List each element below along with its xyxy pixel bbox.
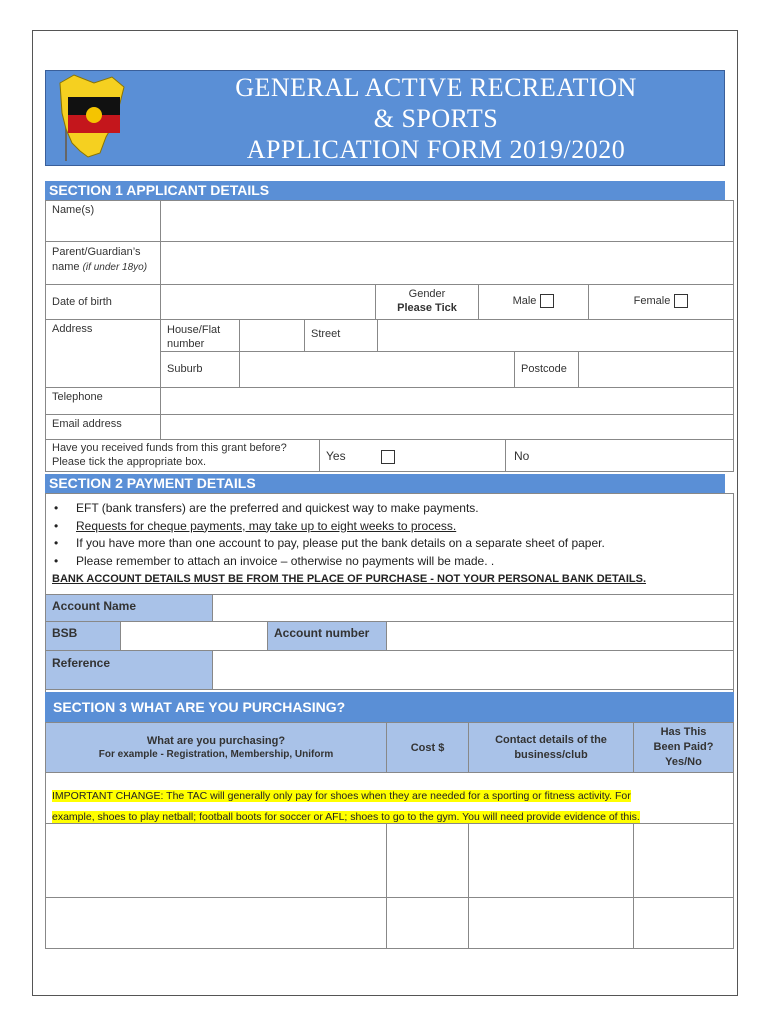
male-label: Male <box>512 294 537 307</box>
postcode-label: Postcode <box>514 351 579 388</box>
yes-option[interactable] <box>319 439 506 472</box>
telephone-field[interactable] <box>160 387 734 415</box>
house-field[interactable] <box>239 319 305 352</box>
reference-field[interactable] <box>212 650 734 690</box>
section-2-header <box>45 474 725 494</box>
form-title-line-1: GENERAL ACTIVE RECREATION <box>235 73 637 102</box>
street-field[interactable] <box>377 319 734 352</box>
col-purchasing-sub: For example - Registration, Membership, Uniform <box>98 749 334 760</box>
purchase-contact-field-1[interactable] <box>468 823 634 898</box>
purchase-item-field-2[interactable] <box>45 897 387 949</box>
telephone-label: Telephone <box>45 387 161 415</box>
important-change-notice <box>45 772 734 824</box>
purchase-cost-field-2[interactable] <box>386 897 469 949</box>
bullet-eft: • EFT (bank transfers) are the preferred and quickest way to make payments. <box>50 500 605 518</box>
guardian-label-cell <box>45 241 161 285</box>
col-purchasing-title: What are you purchasing? <box>146 735 286 747</box>
account-name-field[interactable] <box>212 594 734 622</box>
dob-field[interactable] <box>160 284 376 320</box>
yes-label: Yes <box>326 449 346 463</box>
street-label: Street <box>304 319 378 352</box>
payment-bullets <box>50 500 605 570</box>
section-2-title: SECTION 2 PAYMENT DETAILS <box>49 475 256 491</box>
female-option[interactable] <box>588 284 734 320</box>
bsb-field[interactable] <box>120 621 268 651</box>
account-number-field[interactable] <box>386 621 734 651</box>
account-name-label: Account Name <box>45 594 213 622</box>
section-1-header <box>45 181 725 201</box>
form-title-line-2: & SPORTS <box>373 104 499 133</box>
funds-note: Please tick the appropriate box. <box>52 456 207 468</box>
suburb-label: Suburb <box>160 351 240 388</box>
gender-note: Please Tick <box>397 302 457 314</box>
col-contact-header: Contact details of the business/club <box>468 722 634 773</box>
form-header <box>45 70 725 166</box>
female-checkbox[interactable] <box>674 294 688 308</box>
address-label: Address <box>45 319 161 388</box>
purchase-item-field-1[interactable] <box>45 823 387 898</box>
col-paid-header: Has This Been Paid? Yes/No <box>633 722 734 773</box>
bank-notice: BANK ACCOUNT DETAILS MUST BE FROM THE PLACE OF PURCHASE - NOT YOUR PERSONAL BANK DETAILS. <box>52 573 647 585</box>
email-field[interactable] <box>160 414 734 440</box>
postcode-field[interactable] <box>578 351 734 388</box>
section-1-title: SECTION 1 APPLICANT DETAILS <box>49 182 270 198</box>
important-line-2: example, shoes to play netball; football boots for soccer or AFL; shoes to go to the gym. You will need provide evidence of this. <box>52 811 640 823</box>
account-number-label: Account number <box>267 621 387 651</box>
purchase-cost-field-1[interactable] <box>386 823 469 898</box>
female-label: Female <box>633 294 671 307</box>
email-label: Email address <box>45 414 161 440</box>
guardian-field[interactable] <box>160 241 734 285</box>
guardian-label: Parent/Guardian’s name <box>52 246 141 273</box>
suburb-field[interactable] <box>239 351 515 388</box>
male-checkbox[interactable] <box>540 294 554 308</box>
purchase-paid-field-1[interactable] <box>633 823 734 898</box>
col-purchasing-header <box>45 722 387 773</box>
guardian-note: (if under 18yo) <box>82 262 148 273</box>
gender-label: Gender <box>408 288 446 300</box>
purchase-paid-field-2[interactable] <box>633 897 734 949</box>
male-option[interactable] <box>478 284 589 320</box>
bsb-label: BSB <box>45 621 121 651</box>
section-3-header <box>45 692 734 723</box>
no-option[interactable] <box>505 439 734 472</box>
names-field[interactable] <box>160 200 734 242</box>
no-label: No <box>514 449 530 463</box>
yes-checkbox[interactable] <box>381 450 395 464</box>
section-3-title: SECTION 3 WHAT ARE YOU PURCHASING? <box>53 699 346 715</box>
col-cost-header: Cost $ <box>386 722 469 773</box>
aboriginal-flag-tasmania-logo-icon <box>54 73 126 163</box>
gender-label-cell <box>375 284 479 320</box>
names-label: Name(s) <box>45 200 161 242</box>
dob-label: Date of birth <box>45 284 161 320</box>
bullet-invoice: • Please remember to attach an invoice – otherwise no payments will be made. . <box>50 553 605 571</box>
reference-label: Reference <box>45 650 213 690</box>
important-line-1: IMPORTANT CHANGE: The TAC will generally only pay for shoes when they are needed for a sporting or fitness activity. For <box>52 790 631 802</box>
form-title-line-3: APPLICATION FORM 2019/2020 <box>246 135 626 164</box>
funds-question-cell <box>45 439 320 472</box>
bullet-cheque: • Requests for cheque payments, may take up to eight weeks to process. <box>50 518 605 536</box>
purchase-contact-field-2[interactable] <box>468 897 634 949</box>
funds-question: Have you received funds from this grant before? <box>52 442 287 454</box>
house-label: House/Flat number <box>160 319 240 352</box>
bullet-multiple-accounts: • If you have more than one account to pay, please put the bank details on a separate sheet of paper. <box>50 535 605 553</box>
